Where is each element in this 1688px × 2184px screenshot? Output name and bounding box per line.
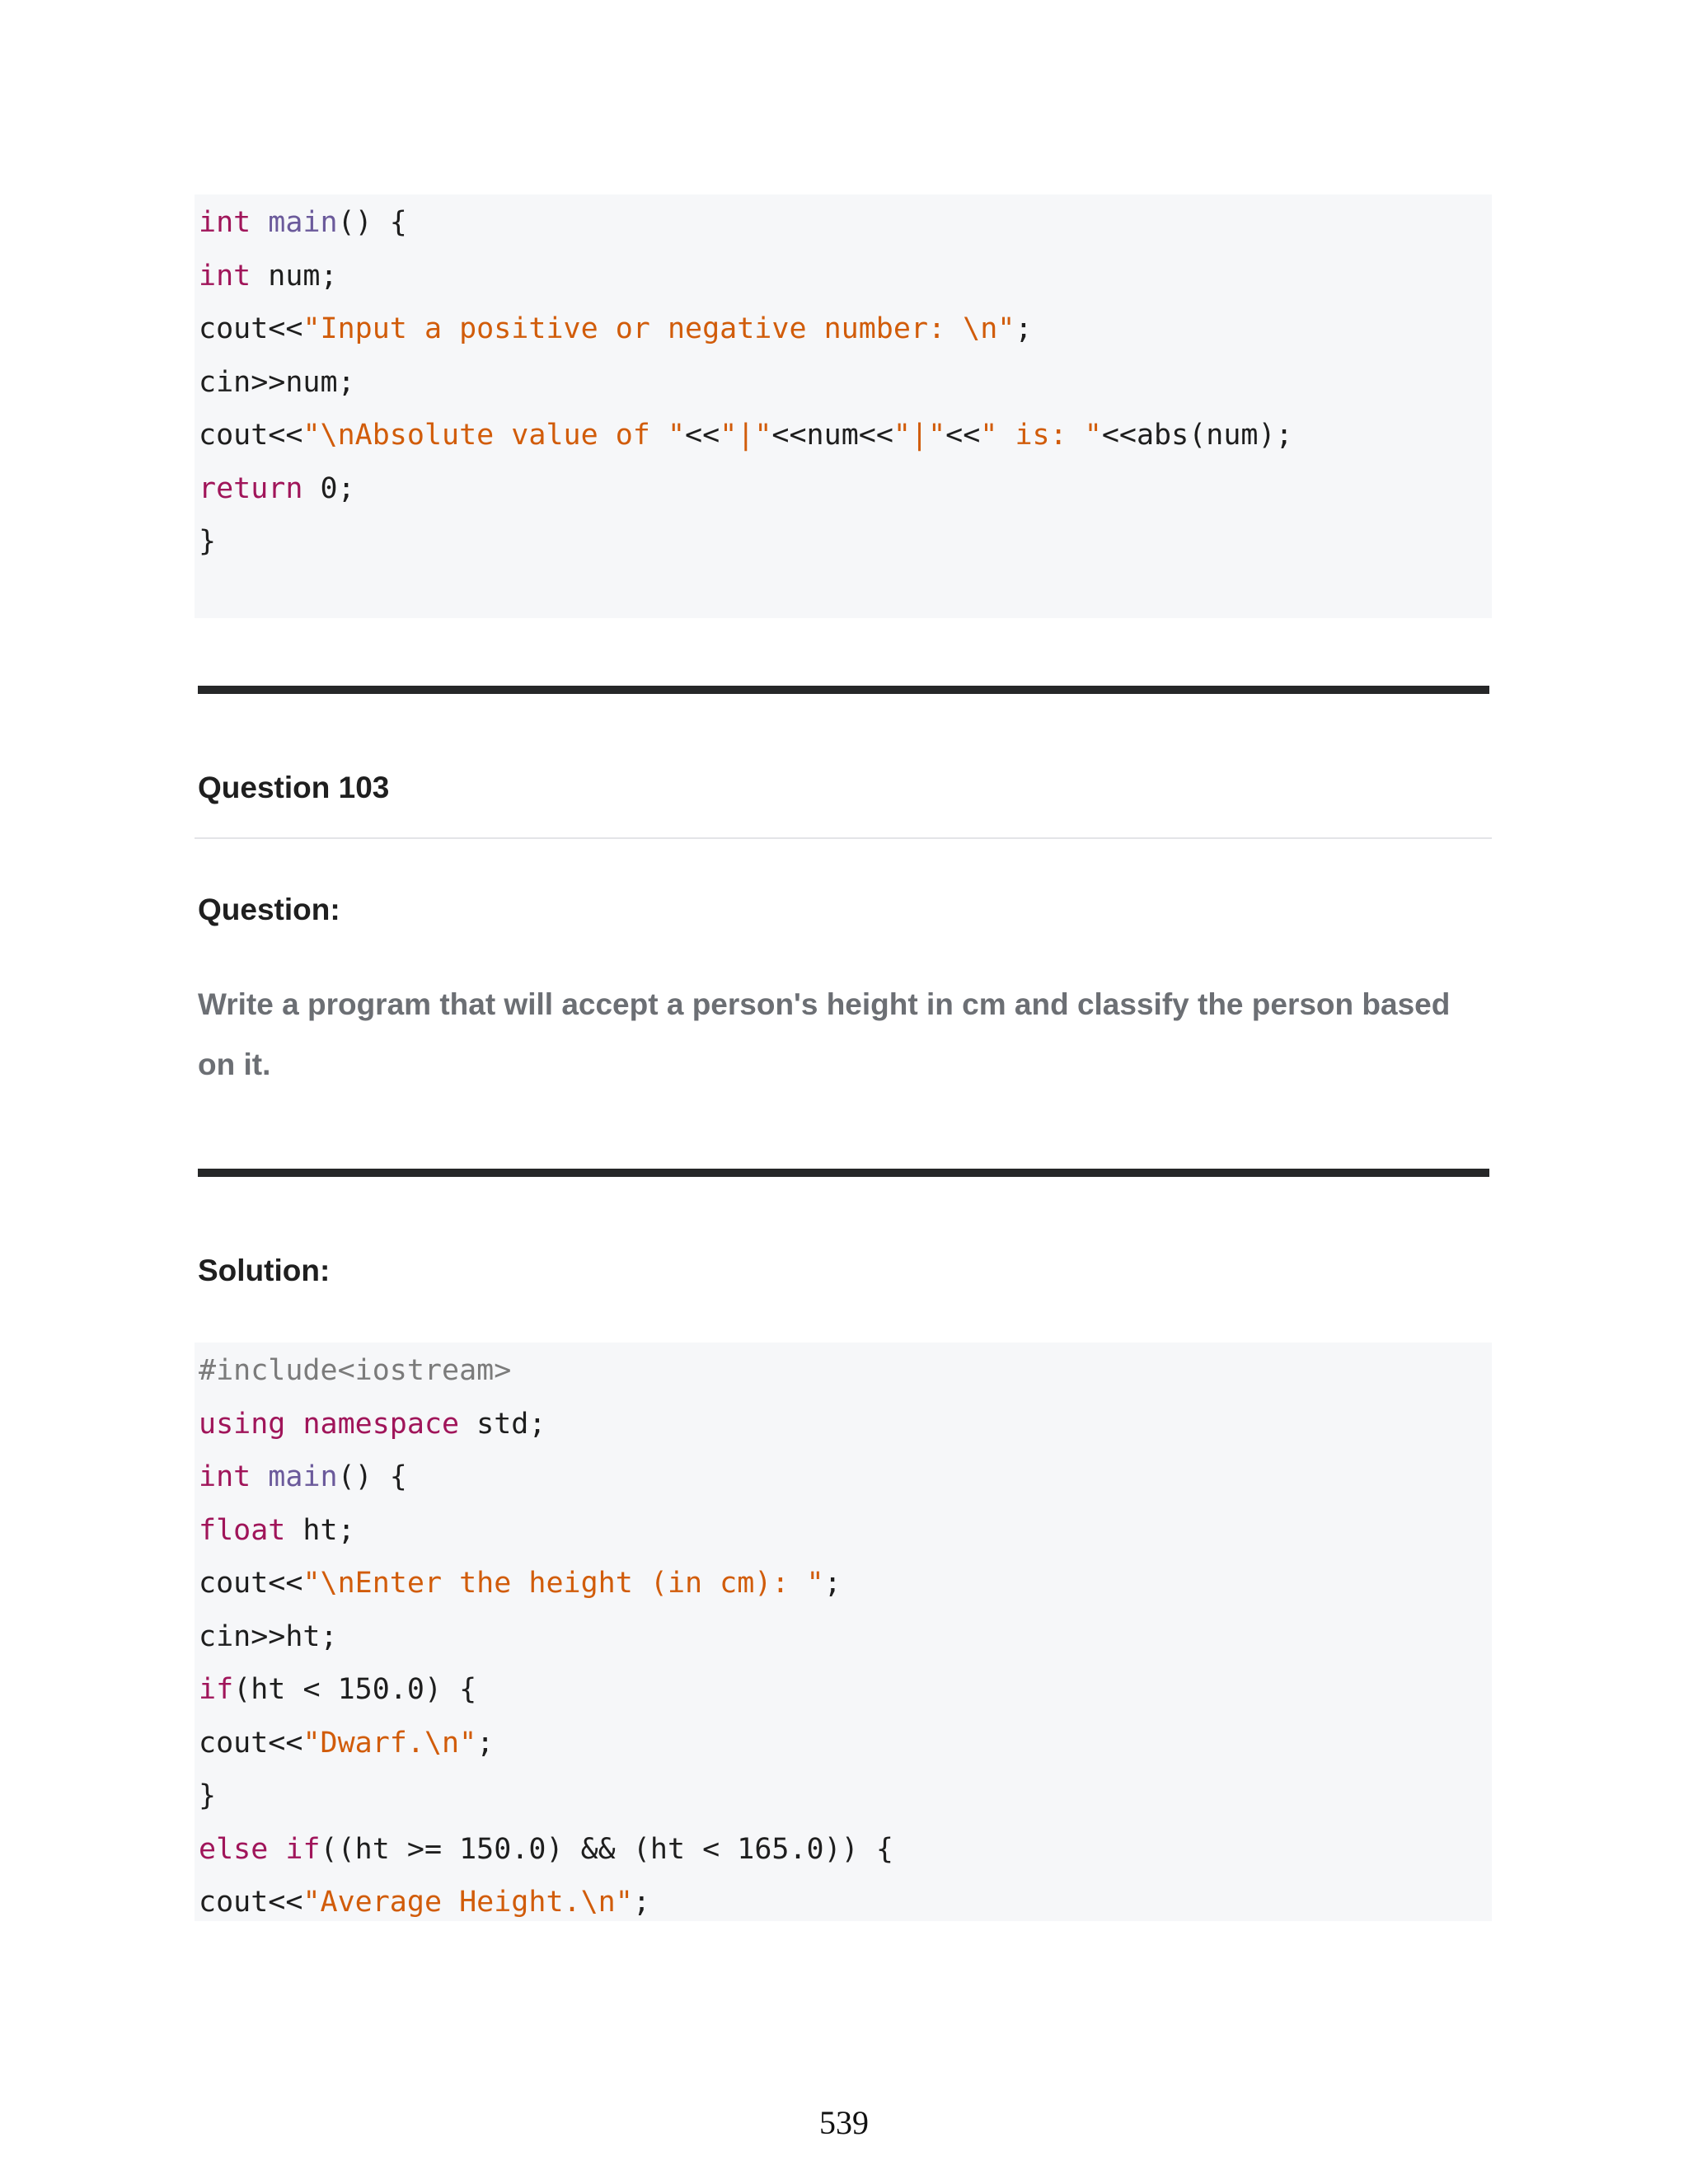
code-line (199, 1610, 1488, 1664)
code-block-previous-solution (195, 194, 1492, 618)
code-line (199, 250, 1488, 303)
code-line (199, 1344, 1488, 1398)
code-token-plain: ht; (285, 1513, 355, 1547)
code-line (199, 1398, 1488, 1451)
code-token-str: "|" (720, 419, 772, 452)
question-text: Write a program that will accept a person's height in cm and classify the person based on it. (198, 987, 1451, 1081)
code-token-plain: } (199, 525, 217, 558)
heading-underline (195, 837, 1492, 839)
code-token-plain: cout<< (199, 1567, 303, 1600)
code-line (199, 1451, 1488, 1504)
code-token-str: "Average Height.\n" (302, 1886, 633, 1919)
code-token-plain: (ht < 150.0) { (233, 1673, 477, 1706)
code-token-plain: () { (337, 206, 407, 239)
code-line (199, 1769, 1488, 1823)
code-token-plain: << (945, 419, 981, 452)
code-token-str: " is: " (980, 419, 1102, 452)
code-line (199, 1876, 1488, 1929)
code-token-kw: if (199, 1673, 234, 1706)
section-divider (198, 1169, 1489, 1177)
section-divider (198, 686, 1489, 694)
code-token-kw: using (199, 1407, 286, 1441)
code-token-plain: cout<< (199, 419, 303, 452)
code-line (199, 1717, 1488, 1770)
code-line (199, 1663, 1488, 1717)
code-token-plain: cin>>num; (199, 365, 355, 399)
code-token-kw: if (285, 1832, 321, 1866)
code-token-kw: return (199, 471, 303, 505)
question-label: Question: (198, 893, 340, 926)
code-token-kw: namespace (302, 1407, 460, 1441)
code-block-solution (195, 1343, 1492, 1921)
code-token-plain: cin>>ht; (199, 1619, 338, 1653)
code-line (199, 1823, 1488, 1877)
code-token-plain: ((ht >= 150.0) && (ht < 165.0)) { (320, 1832, 893, 1866)
code-line (199, 196, 1488, 250)
code-token-kw: int (199, 206, 251, 239)
code-line (199, 515, 1488, 569)
code-line (199, 1557, 1488, 1610)
code-token-plain: cout<< (199, 312, 303, 345)
code-token-plain (285, 1408, 302, 1441)
code-token-plain: cout<< (199, 1886, 303, 1919)
code-token-plain: ; (1015, 312, 1033, 345)
code-token-plain: 0; (302, 471, 355, 505)
page-number: 539 (819, 2104, 869, 2141)
code-token-kw: float (199, 1513, 286, 1547)
code-token-fn: main (268, 1460, 338, 1493)
code-token-str: "\nAbsolute value of " (302, 419, 686, 452)
code-token-plain: num; (251, 259, 338, 293)
code-token-pre: #include<iostream> (199, 1354, 512, 1387)
code-token-plain (268, 1833, 285, 1866)
code-token-str: "|" (893, 419, 946, 452)
code-token-str: "Dwarf.\n" (302, 1726, 477, 1760)
solution-label: Solution: (198, 1254, 331, 1287)
code-token-plain: } (199, 1779, 217, 1812)
code-token-plain: () { (337, 1460, 407, 1493)
code-line (199, 409, 1488, 462)
code-token-plain: ; (823, 1567, 842, 1600)
code-line (199, 1504, 1488, 1558)
code-token-plain (251, 206, 268, 239)
code-token-plain: cout<< (199, 1726, 303, 1760)
question-number-heading: Question 103 (198, 771, 390, 804)
code-token-plain: <<num<< (771, 419, 893, 452)
code-token-kw: else (199, 1832, 269, 1866)
code-token-str: "\nEnter the height (in cm): " (302, 1567, 824, 1600)
code-token-plain: << (685, 419, 720, 452)
code-line (199, 356, 1488, 410)
code-token-fn: main (268, 206, 338, 239)
code-token-plain: ; (476, 1726, 495, 1760)
code-token-kw: int (199, 1460, 251, 1493)
code-token-plain (251, 1460, 268, 1493)
code-line (199, 302, 1488, 356)
code-token-plain: std; (459, 1407, 546, 1441)
code-token-plain: <<abs(num); (1101, 419, 1293, 452)
code-token-kw: int (199, 259, 251, 293)
code-token-plain: ; (632, 1886, 650, 1919)
code-line (199, 462, 1488, 516)
code-token-str: "Input a positive or negative number: \n" (302, 312, 1015, 345)
